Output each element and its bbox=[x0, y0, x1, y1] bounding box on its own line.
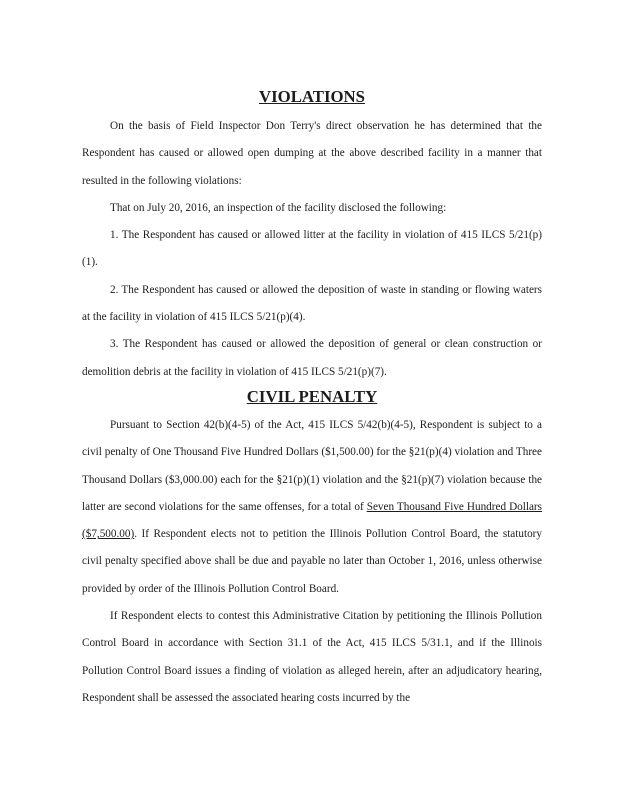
contest-citation-paragraph: If Respondent elects to contest this Administrative Citation by petitioning the Illinois Pollution Control Board in accordance with Section 31.1 of the Act, 415 ILCS 5/31.1, and if the Illinois Pollution Control Board issues a finding of violation as alleged herein, after an adjudicatory hearing, Respondent shall be assessed the associated hearing costs incurred by the bbox=[82, 610, 542, 704]
inspection-paragraph: That on July 20, 2016, an inspection of the facility disclosed the following: bbox=[110, 201, 447, 214]
civil-penalty-text-continued: . If Respondent elects not to petition the Illinois Pollution Control Board, the statutory civil penalty specified above shall be due and payable no later than October 1, 2016, unless otherwise provided by order of the Illinois Pollution Control Board. bbox=[82, 528, 542, 595]
violations-heading: VIOLATIONS bbox=[259, 87, 365, 106]
violations-intro-paragraph: On the basis of Field Inspector Don Terry's direct observation he has determined that the Respondent has caused or allowed open dumping at the above described facility in a manner that resulted in the following violations: bbox=[82, 120, 542, 187]
penalty-total-amount: Seven Thousand Five Hundred Dollars ($7,500.00) bbox=[82, 500, 542, 541]
civil-penalty-text: Pursuant to Section 42(b)(4-5) of the Act, 415 ILCS 5/42(b)(4-5), Respondent is subject to a civil penalty of One Thousand Five Hundred Dollars ($1,500.00) for the §21(p)(4) violation and Three Thousand Dollars ($3,000.00) each for the §21(p)(1) violation and the §21(p)(7) violation because the latter are second violations for the same offenses, for a total of bbox=[82, 418, 542, 513]
violation-item-1: 1. The Respondent has caused or allowed litter at the facility in violation of 415 ILCS 5/21(p)(1). bbox=[82, 229, 542, 269]
violation-item-3: 3. The Respondent has caused or allowed the deposition of general or clean construction or demolition debris at the facility in violation of 415 ILCS 5/21(p)(7). bbox=[82, 338, 542, 378]
civil-penalty-paragraph bbox=[82, 412, 542, 603]
violation-item-2: 2. The Respondent has caused or allowed the deposition of waste in standing or flowing waters at the facility in violation of 415 ILCS 5/21(p)(4). bbox=[82, 283, 542, 324]
civil-penalty-heading: CIVIL PENALTY bbox=[246, 386, 378, 406]
